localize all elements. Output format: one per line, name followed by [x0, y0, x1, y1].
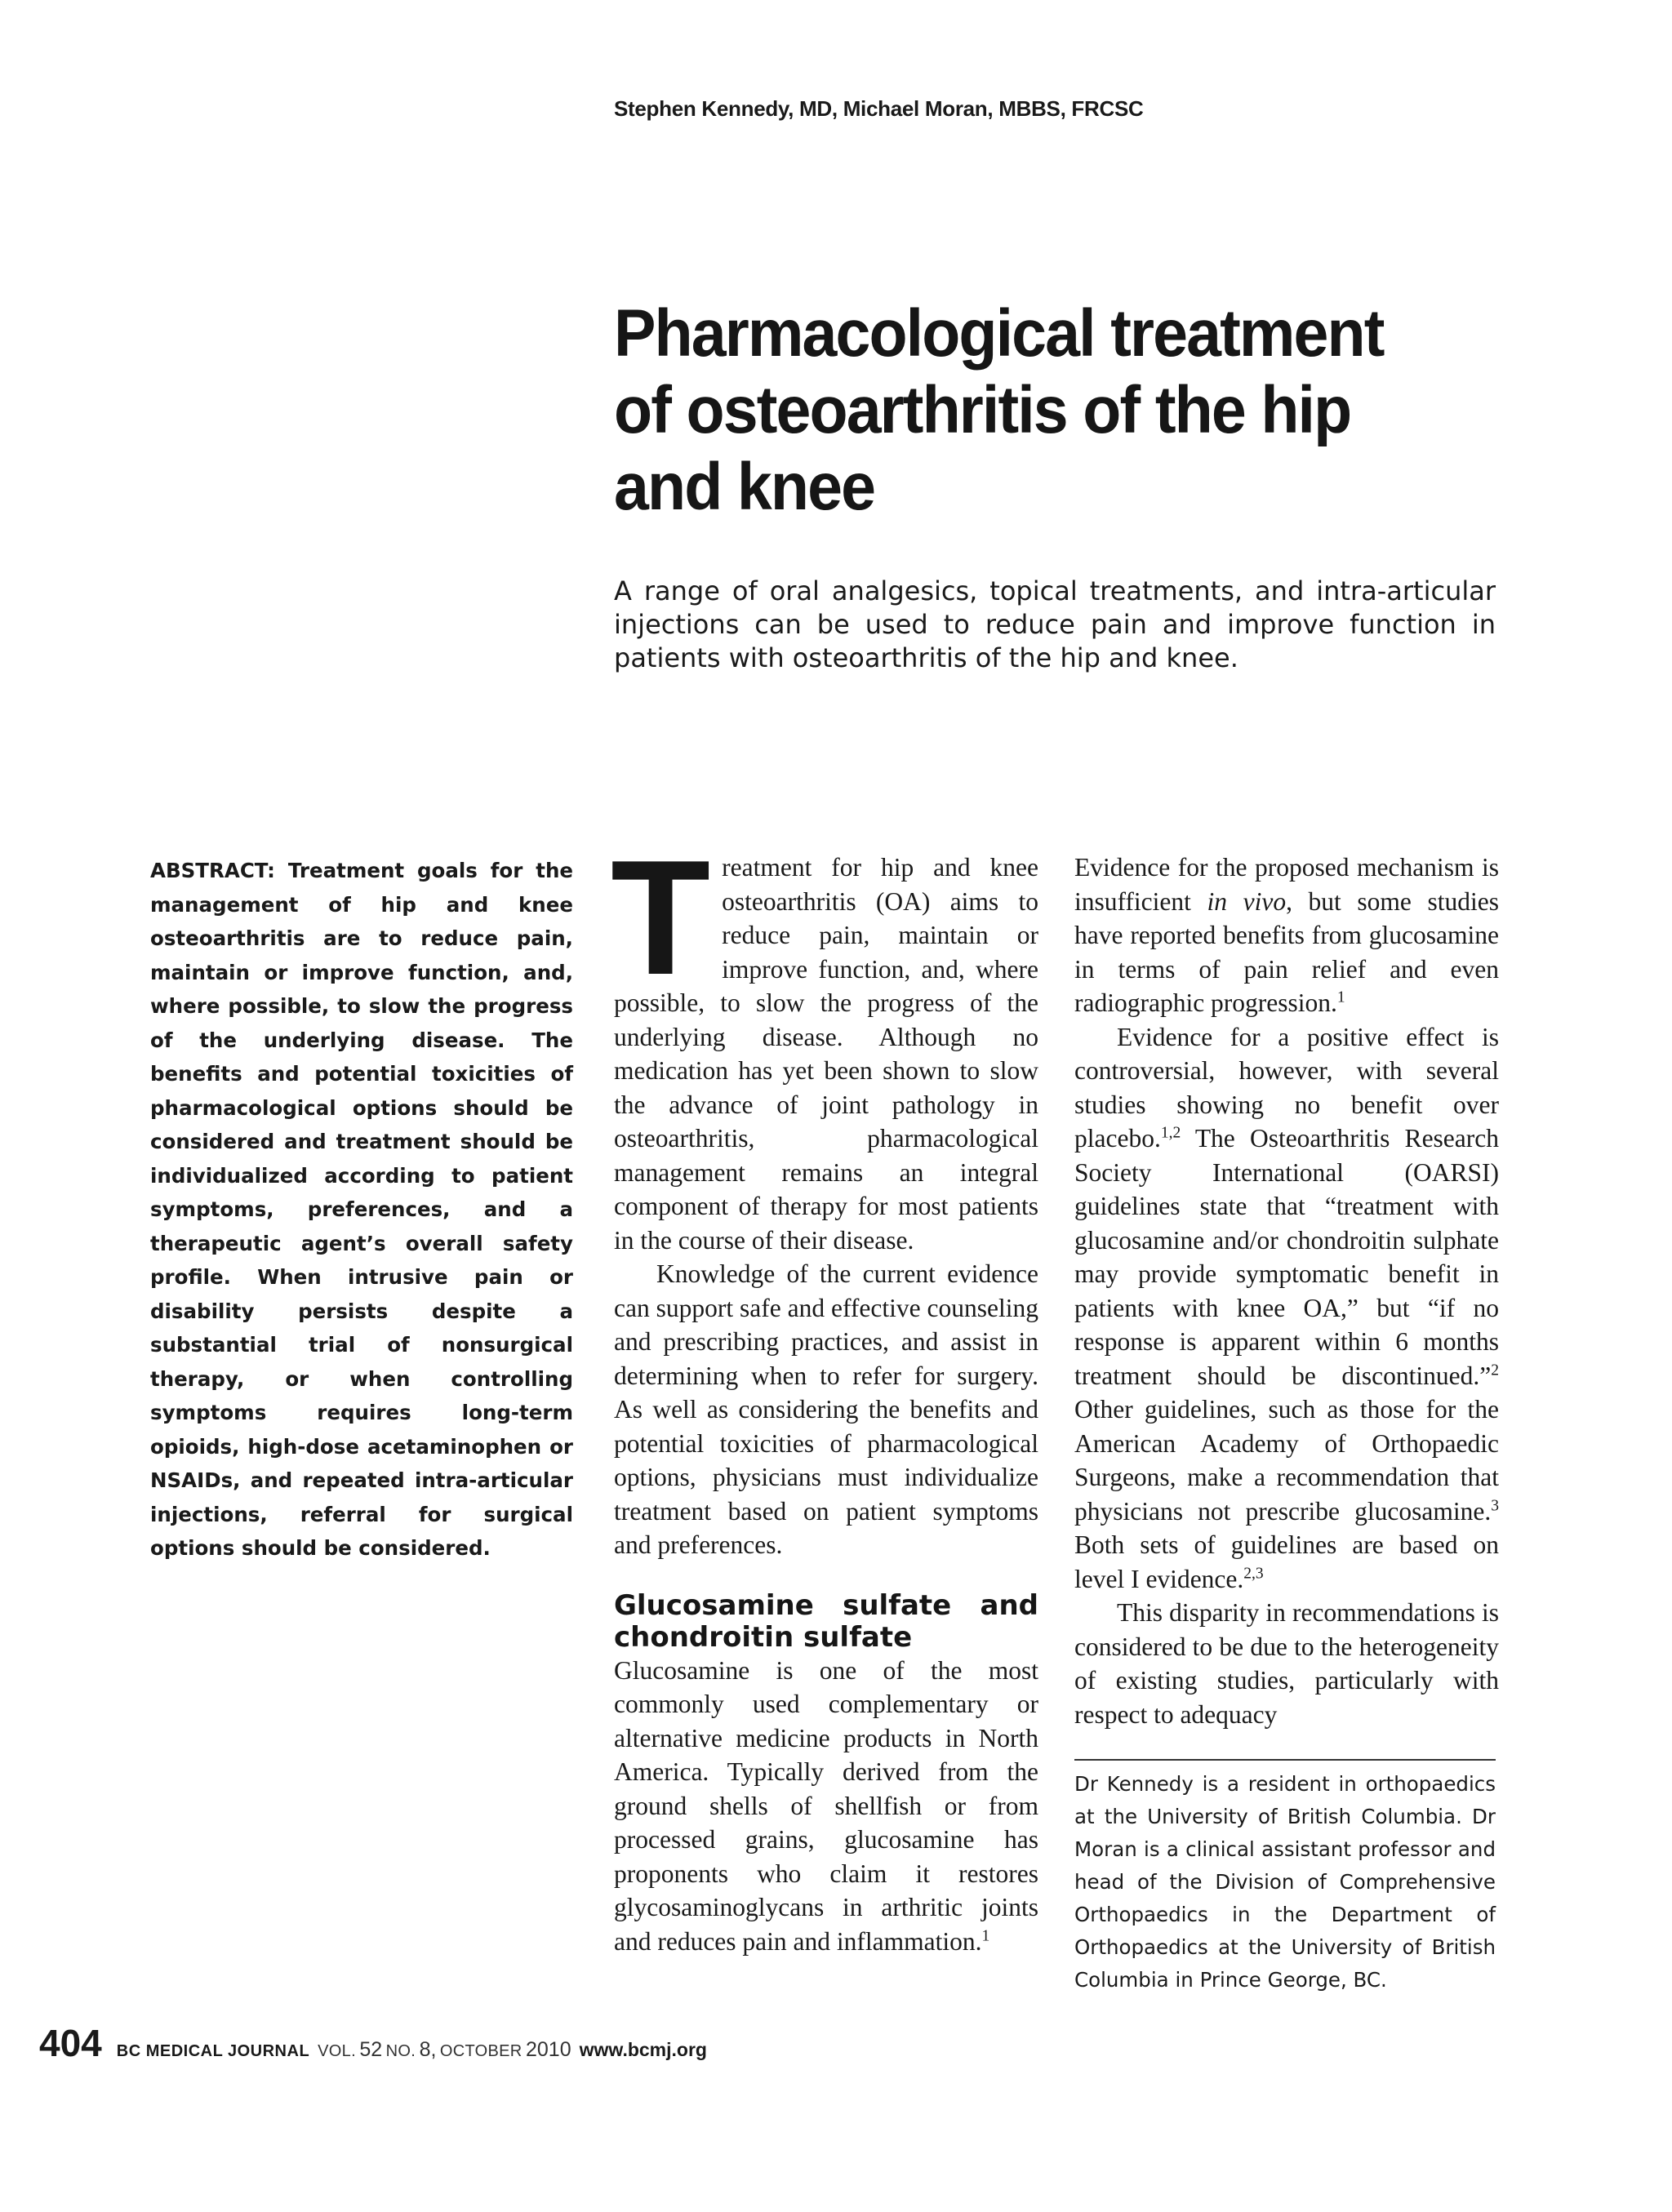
section-heading: Glucosamine sulfate and chondroitin sulfate — [614, 1588, 1038, 1654]
reference-marker: 1 — [1336, 988, 1345, 1006]
paragraph-evidence — [1074, 1020, 1499, 1597]
paragraph-mechanism — [1074, 851, 1499, 1020]
paragraph-text: Other guidelines, such as those for the American Academy of Orthopaedic Surgeons, make a recommendation that physicians not prescribe glucosamine. — [1074, 1395, 1499, 1526]
paragraph-text: Glucosamine is one of the most commonly used complementary or alternative medicine products in North America. Typically derived from the ground shells of shellfish or from processed grains, glucosamine has proponents who claim it restores glycosaminoglycans in arthritic joints and reduces pain and inflammation. — [614, 1655, 1038, 1956]
paragraph-text: Evidence for the proposed mechanism is insufficient — [1074, 853, 1499, 916]
drop-cap: T — [611, 827, 711, 1009]
body-column-2 — [1074, 851, 1499, 1731]
volume-number: 52 — [359, 2038, 383, 2061]
issue-year: 2010 — [526, 2038, 571, 2061]
reference-marker: 2 — [1491, 1361, 1499, 1379]
author-affiliation: Dr Kennedy is a resident in orthopaedics at the University of British Columbia. Dr Moran is a clinical assistant professor and head of the Division of Comprehensive Orthopaedics in the Department of Orthopaedics at the University of British Columbia in Prince George, BC. — [1074, 1772, 1496, 1992]
paragraph-text: , but some studies have reported benefits from glucosamine in terms of pain relief and even radiographic progression. — [1074, 886, 1500, 1017]
reference-marker: 1,2 — [1160, 1124, 1181, 1142]
issue-label: NO. — [385, 2042, 416, 2060]
body-column-1 — [611, 827, 1038, 1958]
page-footer — [39, 2021, 707, 2065]
affiliation-divider — [1074, 1759, 1496, 1761]
italic-term: in vivo — [1207, 886, 1287, 916]
paragraph-glucosamine — [614, 1654, 1038, 1959]
paragraph-disparity: This disparity in recommendations is considered to be due to the heterogeneity of existing studies, particularly with respect to adequacy — [1074, 1598, 1499, 1729]
article-title — [614, 295, 1496, 526]
reference-marker: 1 — [981, 1927, 990, 1944]
intro-paragraph — [611, 827, 1038, 1257]
issue-number: 8, — [419, 2038, 437, 2061]
reference-marker: 3 — [1491, 1497, 1499, 1514]
author-byline: Stephen Kennedy, MD, Michael Moran, MBBS, FRCSC — [614, 96, 1144, 121]
intro-text: reatment for hip and knee osteoarthritis (OA) aims to reduce pain, maintain or improve function, and, where possible, to slow the progress of the underlying disease. Although no medication has yet been shown to slow the advance of joint pathology in osteoarthritis, pharmacological management remains an integral component of therapy for most patients in the course of their disease. — [614, 853, 1038, 1255]
volume-label: VOL. — [318, 2042, 356, 2060]
paragraph-text: The Osteoarthritis Research Society International (OARSI) guidelines state that “treatment with glucosamine and/or chondroitin sulphate may provide symptomatic benefit in patients with knee OA,” but “if no response is apparent within 6 months treatment should be discontinued.” — [1074, 1124, 1499, 1390]
title-line: and knee — [614, 450, 875, 524]
paragraph-knowledge: Knowledge of the current evidence can support safe and effective counseling and prescribing practices, and assist in determining when to refer for surgery. As well as considering the benefits and potential toxicities of pharmacological options, physicians must individualize treatment based on patient symptoms and preferences. — [614, 1259, 1038, 1559]
issue-month: OCTOBER — [439, 2042, 522, 2060]
paragraph-text: Evidence for a positive effect is controversial, however, with several studies showing no benefit over placebo. — [1074, 1022, 1499, 1153]
reference-marker: 2,3 — [1243, 1565, 1264, 1582]
article-deck: A range of oral analgesics, topical treatments, and intra-articular injections can be used to reduce pain and improve function in patients with osteoarthritis of the hip and knee. — [614, 575, 1496, 673]
abstract: ABSTRACT: Treatment goals for the management of hip and knee osteoarthritis are to reduce pain, maintain or improve function, and, where possible, to slow the progress of the underlying disease. The benefits and potential toxicities of pharmacological options should be considered and treatment should be individualized according to patient symptoms, preferences, and a therapeutic agent’s overall safety profile. When intrusive pain or disability persists despite a substantial trial of nonsurgical therapy, or when controlling symptoms requires long-term opioids, high-dose acetaminophen or NSAIDs, and repeated intra-articular injections, referral for surgical options should be considered. — [150, 859, 573, 1560]
journal-name: BC MEDICAL JOURNAL — [116, 2042, 310, 2060]
title-line: Pharmacological treatment — [614, 296, 1384, 371]
page-number: 404 — [39, 2022, 102, 2064]
title-line: of osteoarthritis of the hip — [614, 373, 1351, 447]
journal-url[interactable]: www.bcmj.org — [579, 2039, 707, 2060]
paragraph-text: Both sets of guidelines are based on level I evidence. — [1074, 1530, 1499, 1593]
